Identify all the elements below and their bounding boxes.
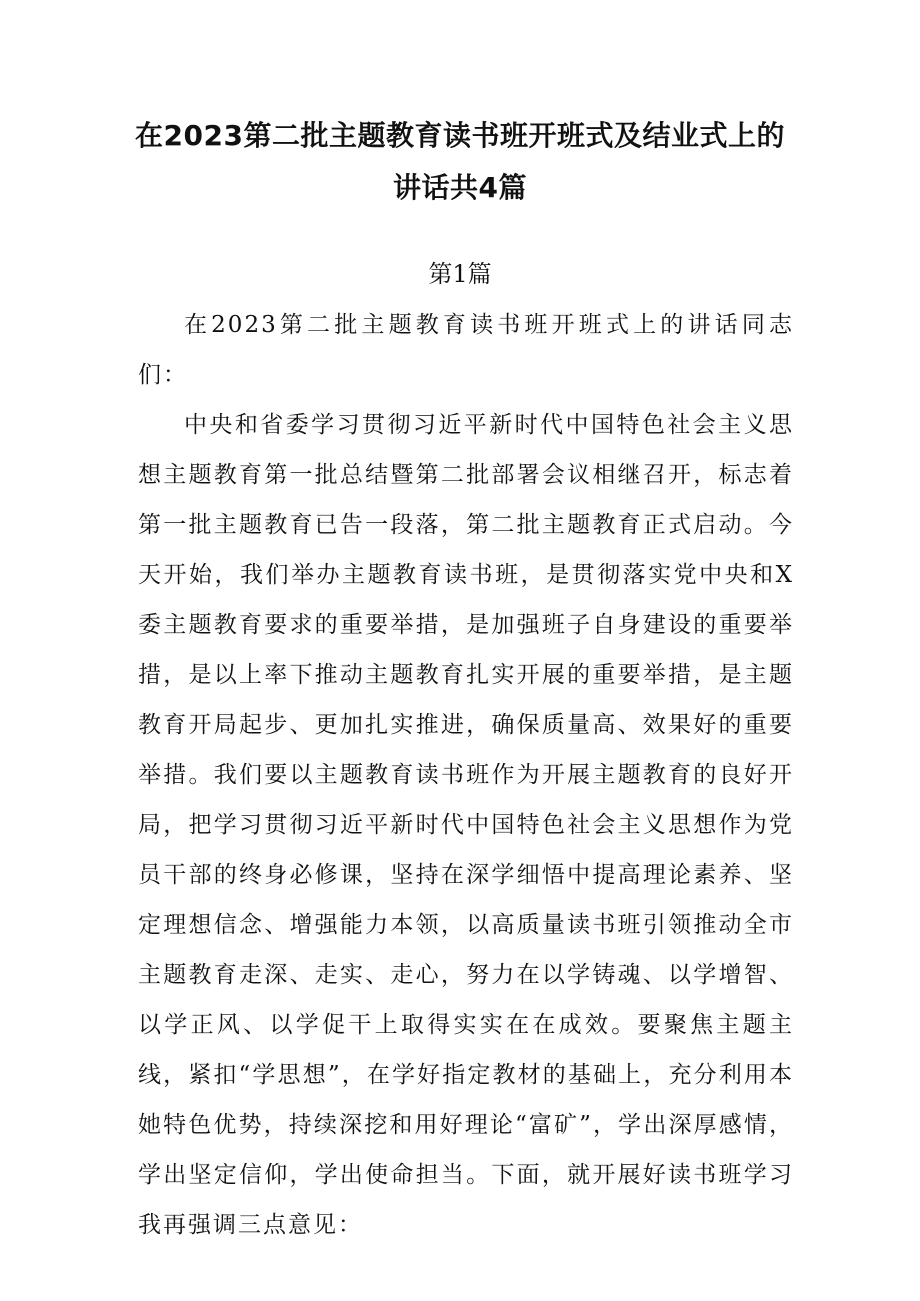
document-title-line-2: 讲话共4篇 xyxy=(393,171,527,204)
document-title xyxy=(110,110,810,214)
document-title-line-1: 在2023第二批主题教育读书班开班式及结业式上的 xyxy=(135,119,785,152)
document-body xyxy=(138,300,794,1250)
part-heading: 第1篇 xyxy=(428,260,492,288)
body-paragraph: 中央和省委学习贯彻习近平新时代中国特色社会主义思想主题教育第一批总结暨第二批部署会议相继召开，标志着第一批主题教育已告一段落，第二批主题教育正式启动。今天开始，我们举办主题教育读书班，是贯彻落实党中央和X委主题教育要求的重要举措，是加强班子自身建设的重要举措，是以上率下推动主题教育扎实开展的重要举措，是主题教育开局起步、更加扎实推进，确保质量高、效果好的重要举措。我们要以主题教育读书班作为开展主题教育的良好开局，把学习贯彻习近平新时代中国特色社会主义思想作为党员干部的终身必修课，坚持在深学细悟中提高理论素养、坚定理想信念、增强能力本领，以高质量读书班引领推动全市主题教育走深、走实、走心，努力在以学铸魂、以学增智、以学正风、以学促干上取得实实在在成效。要聚焦主题主线，紧扣“学思想”，在学好指定教材的基础上，充分利用本她特色优势，持续深挖和用好理论“富矿”，学出深厚感情，学出坚定信仰，学出使命担当。下面，就开展好读书班学习我再强调三点意见： xyxy=(138,412,794,1238)
speech-title-and-salutation: 在2023第二批主题教育读书班开班式上的讲话同志们： xyxy=(138,312,794,388)
